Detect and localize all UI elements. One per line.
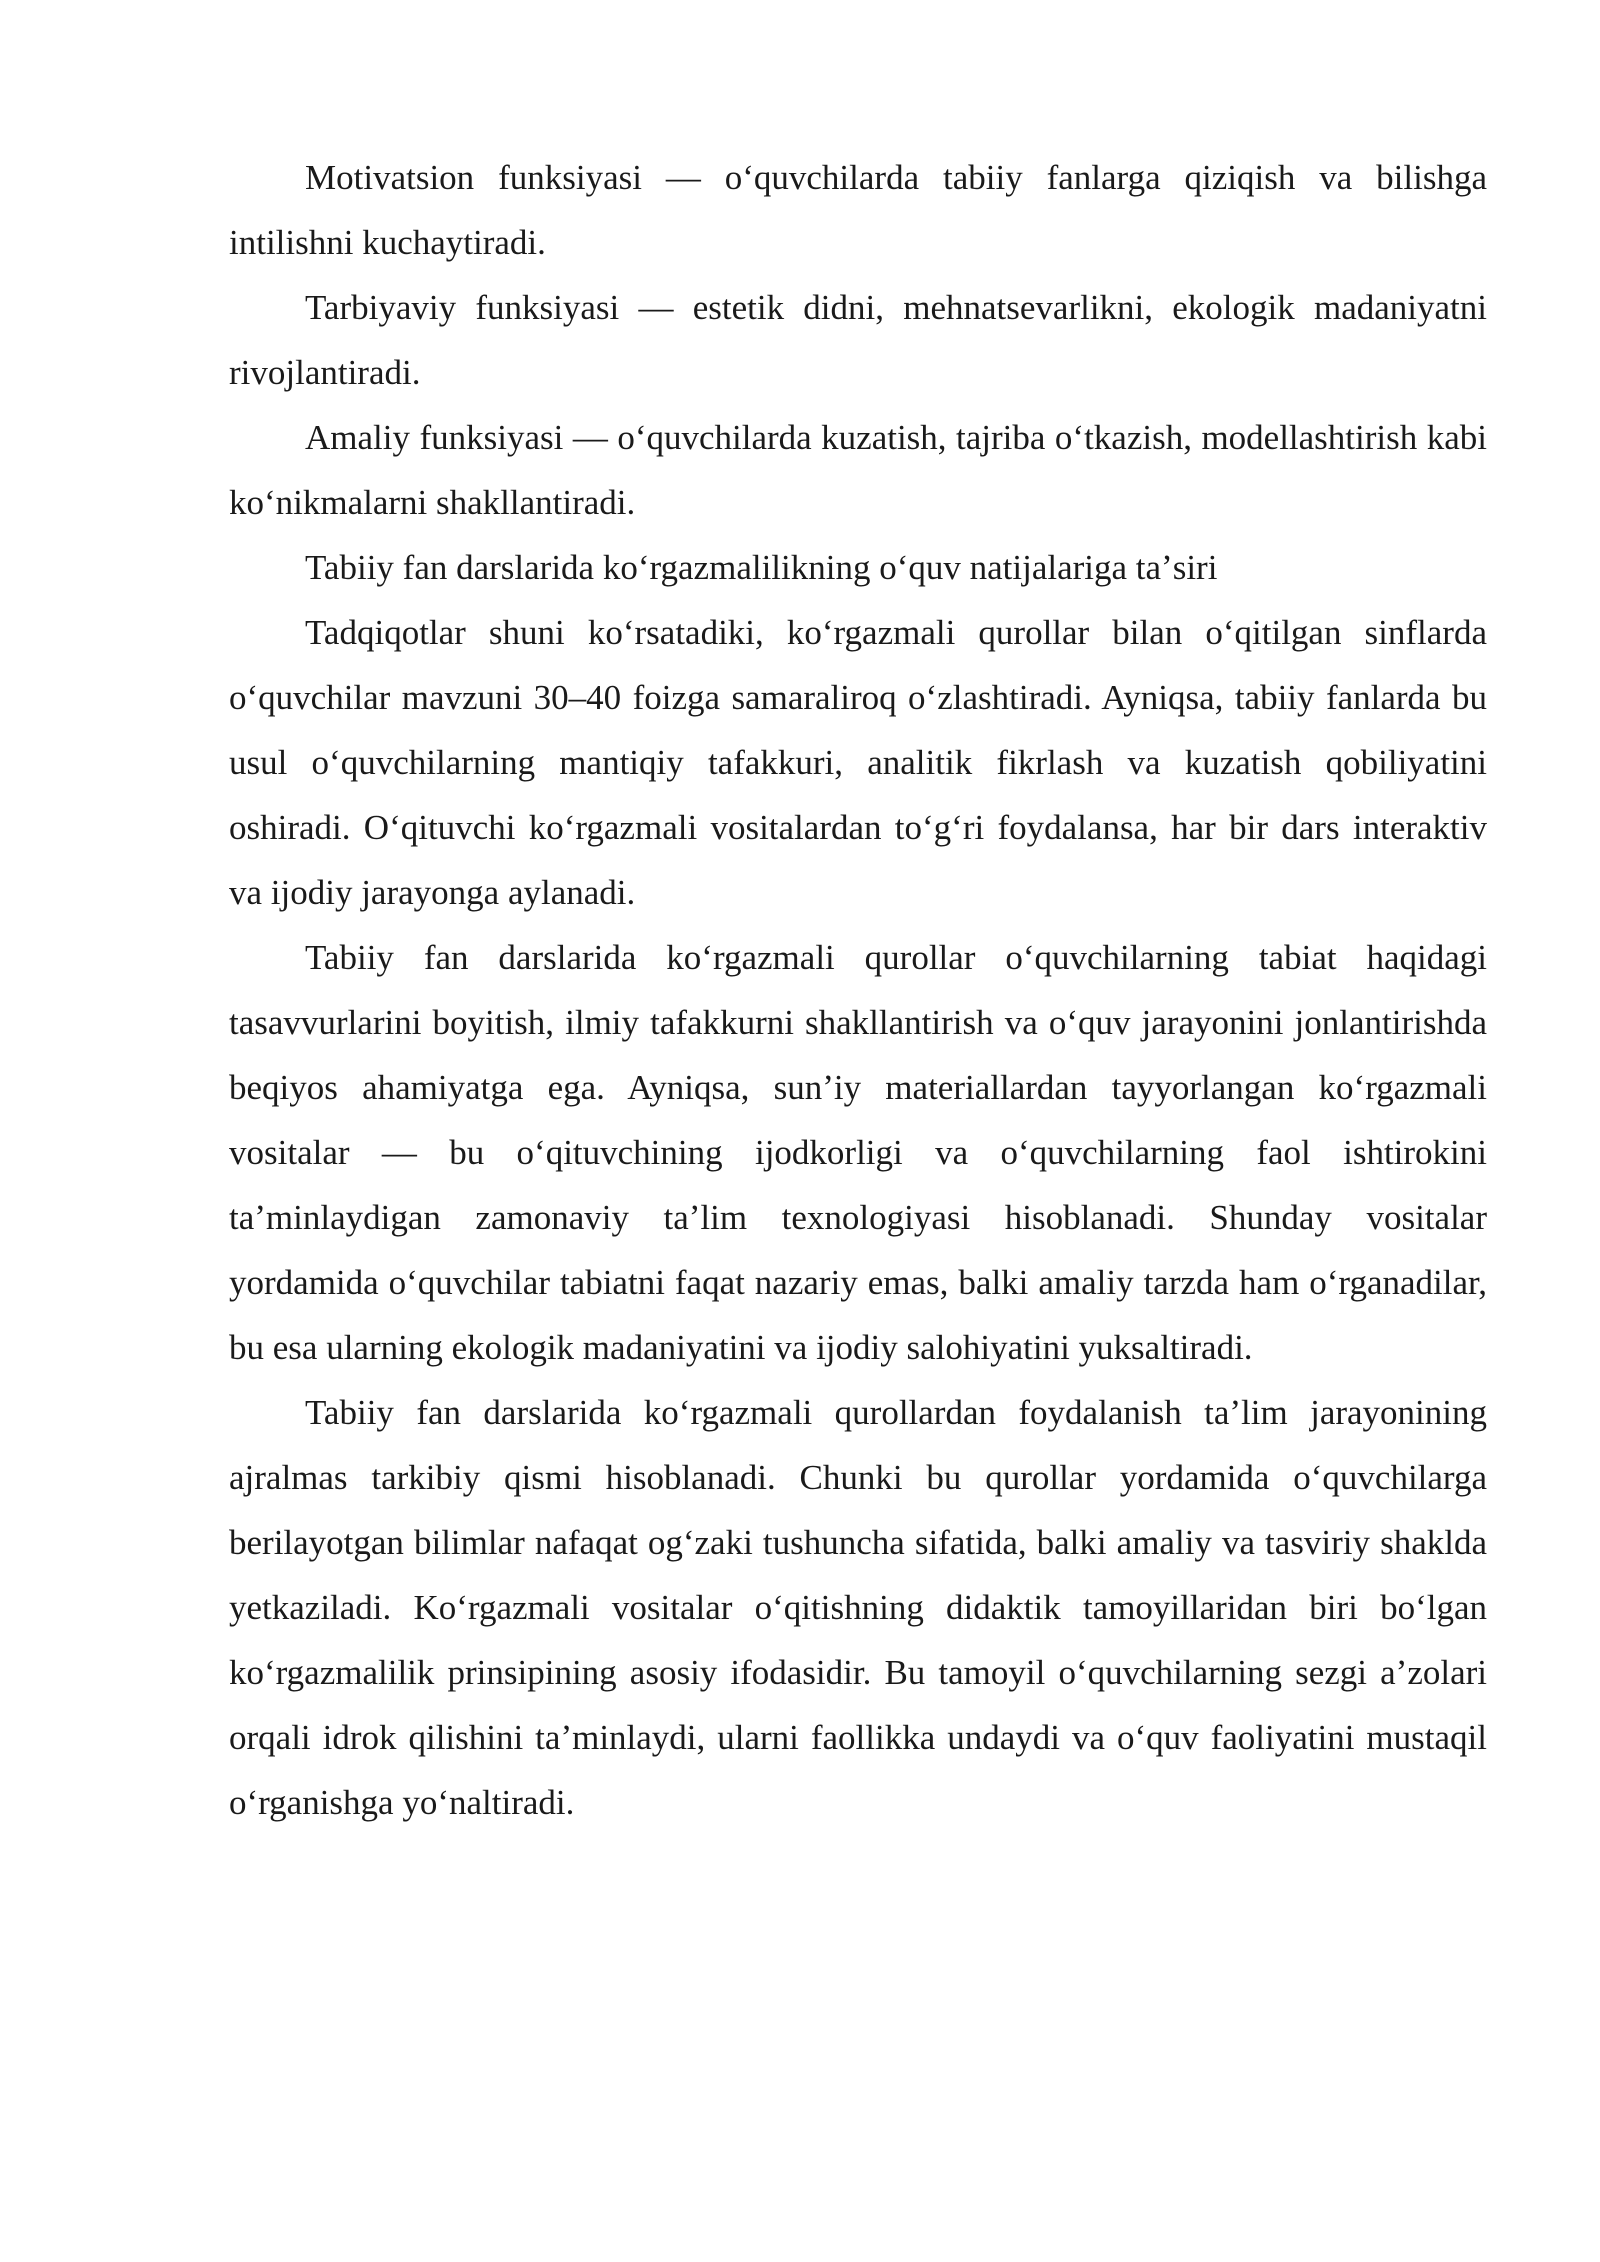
paragraph-educational-function: Tarbiyaviy funksiyasi — estetik didni, mehnatsevarlikni, ekologik madaniyatni rivojlantiradi. [229,288,1487,392]
paragraph-research-findings: Tadqiqotlar shuni koʻrsatadiki, koʻrgazmali qurollar bilan oʻqitilgan sinflarda oʻquvchilar mavzuni 30–40 foizga samaraliroq oʻzlashtiradi. Ayniqsa, tabiiy fanlarda bu usul oʻquvchilarning mantiqiy tafakkuri, analitik fikrlash va kuzatish qobiliyatini oshiradi. Oʻqituvchi koʻrgazmali vositalardan toʻgʻri foydalansa, har bir dars interaktiv va ijodiy jarayonga aylanadi. [229,613,1487,912]
paragraph-visual-aids-importance: Tabiiy fan darslarida koʻrgazmali qurollar oʻquvchilarning tabiat haqidagi tasavvurlarini boyitish, ilmiy tafakkurni shakllantirish va oʻquv jarayonini jonlantirishda beqiyos ahamiyatga ega. Ayniqsa, sunʼiy materiallardan tayyorlangan koʻrgazmali vositalar — bu oʻqituvchining ijodkorligi va oʻquvchilarning faol ishtirokini taʼminlaydigan zamonaviy taʼlim texnologiyasi hisoblanadi. Shunday vositalar yordamida oʻquvchilar tabiatni faqat nazariy emas, balki amaliy tarzda ham oʻrganadilar, bu esa ularning ekologik madaniyatini va ijodiy salohiyatini yuksaltiradi. [229,938,1487,1367]
section-heading: Tabiiy fan darslarida koʻrgazmalilikning oʻquv natijalariga taʼsiri [305,548,1218,587]
paragraph-motivational-function: Motivatsion funksiyasi — oʻquvchilarda tabiiy fanlarga qiziqish va bilishga intilishni kuchaytiradi. [229,158,1487,262]
document-page [229,145,1487,1835]
paragraph-practical-function: Amaliy funksiyasi — oʻquvchilarda kuzatish, tajriba oʻtkazish, modellashtirish kabi koʻnikmalarni shakllantiradi. [229,418,1487,522]
paragraph-visual-aids-integral-part: Tabiiy fan darslarida koʻrgazmali qurollardan foydalanish taʼlim jarayonining ajralmas tarkibiy qismi hisoblanadi. Chunki bu qurollar yordamida oʻquvchilarga berilayotgan bilimlar nafaqat ogʻzaki tushuncha sifatida, balki amaliy va tasviriy shaklda yetkaziladi. Koʻrgazmali vositalar oʻqitishning didaktik tamoyillaridan biri boʻlgan koʻrgazmalilik prinsipining asosiy ifodasidir. Bu tamoyil oʻquvchilarning sezgi aʼzolari orqali idrok qilishini taʼminlaydi, ularni faollikka undaydi va oʻquv faoliyatini mustaqil oʻrganishga yoʻnaltiradi. [229,1393,1487,1822]
